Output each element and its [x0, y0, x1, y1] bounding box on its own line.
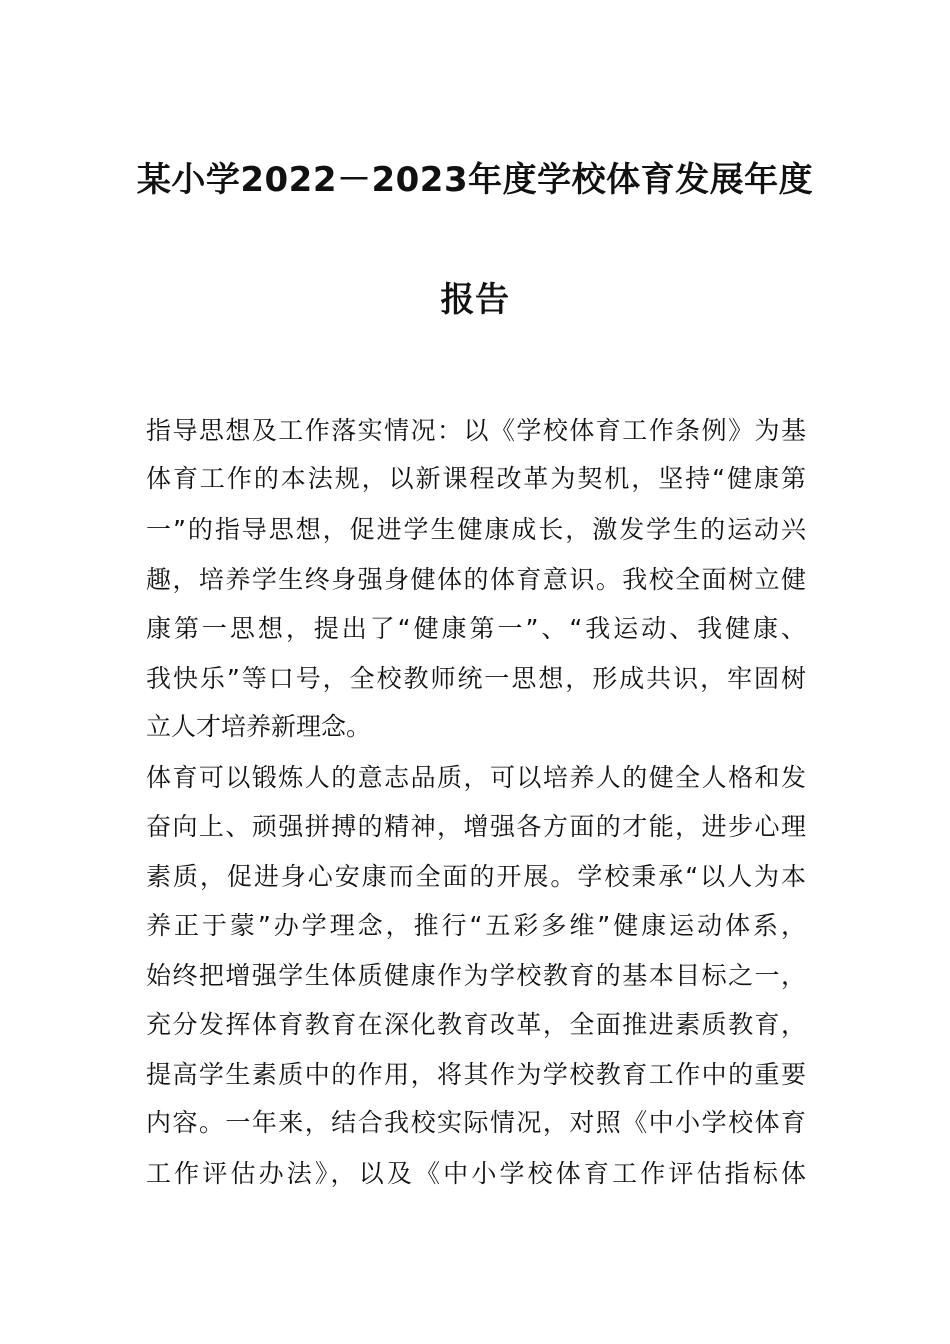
paragraph-2-line-1: 体育可以锻炼人的意志品质，可以培养人的健全人格和发: [146, 763, 806, 792]
paragraph-1-line-4: 趣，培养学生终身强身健体的体育意识。我校全面树立健: [146, 565, 806, 594]
paragraph-1-line-3: 一”的指导思想，促进学生健康成长，激发学生的运动兴: [146, 515, 806, 544]
paragraph-2-line-6: 充分发挥体育教育在深化教育改革，全面推进素质教育，: [146, 1010, 806, 1039]
document-title-line-2: 报告: [440, 280, 510, 320]
paragraph-2-line-9: 工作评估办法》，以及《中小学校体育工作评估指标体: [146, 1159, 806, 1188]
paragraph-1-line-5: 康第一思想，提出了“健康第一”、“我运动、我健康、: [146, 614, 806, 643]
paragraph-1-line-1: 指导思想及工作落实情况：以《学校体育工作条例》为基: [146, 416, 806, 445]
paragraph-1-line-2: 体育工作的本法规，以新课程改革为契机，坚持“健康第: [146, 464, 806, 493]
paragraph-2-line-7: 提高学生素质中的作用，将其作为学校教育工作中的重要: [146, 1060, 806, 1089]
paragraph-2-line-3: 素质，促进身心安康而全面的开展。学校秉承“以人为本: [146, 862, 806, 891]
paragraph-1-line-6: 我快乐”等口号，全校教师统一思想，形成共识，牢固树: [146, 664, 806, 693]
paragraph-1-line-7: 立人才培养新理念。: [146, 712, 372, 741]
paragraph-2-line-2: 奋向上、顽强拼搏的精神，增强各方面的才能，进步心理: [146, 812, 806, 841]
document-title-line-1: 某小学2022－2023年度学校体育发展年度: [136, 160, 814, 200]
paragraph-2-line-8: 内容。一年来，结合我校实际情况，对照《中小学校体育: [146, 1108, 806, 1137]
paragraph-2-line-5: 始终把增强学生体质健康作为学校教育的基本目标之一，: [146, 961, 806, 990]
paragraph-2-line-4: 养正于蒙”办学理念，推行“五彩多维”健康运动体系，: [146, 911, 806, 940]
